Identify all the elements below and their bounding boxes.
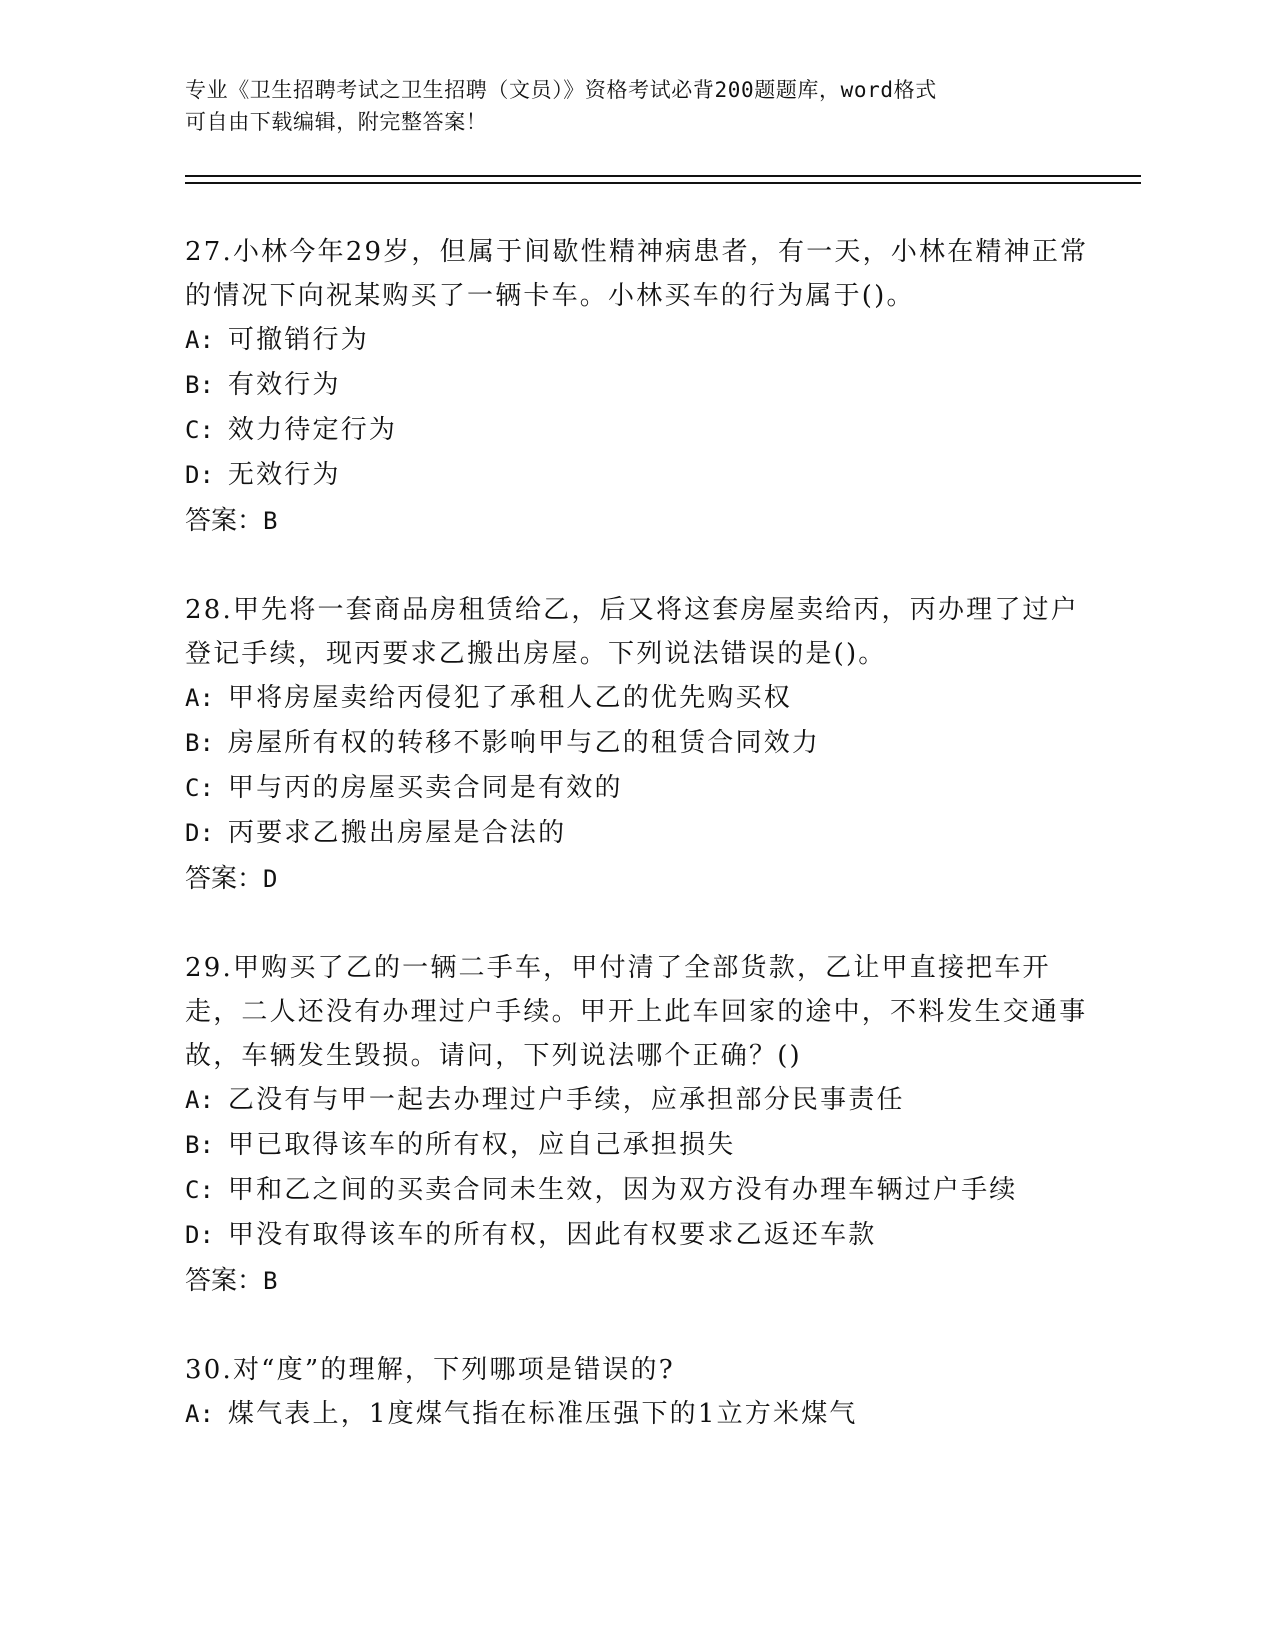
option-d xyxy=(185,811,1105,856)
option-text: 甲已取得该车的所有权，应自己承担损失 xyxy=(227,1130,736,1160)
option-d xyxy=(185,1213,1105,1258)
option-text: 丙要求乙搬出房屋是合法的 xyxy=(227,818,567,848)
option-key: A: xyxy=(185,326,214,354)
option-text: 甲与丙的房屋买卖合同是有效的 xyxy=(227,773,623,803)
header-line-2: 可自由下载编辑，附完整答案！ xyxy=(185,110,488,134)
option-text: 甲和乙之间的买卖合同未生效，因为双方没有办理车辆过户手续 xyxy=(227,1175,1018,1205)
option-key: C: xyxy=(185,416,214,444)
question-list xyxy=(185,230,1105,1481)
option-c xyxy=(185,766,1105,811)
option-text: 甲没有取得该车的所有权，因此有权要求乙返还车款 xyxy=(227,1220,877,1250)
header-line-1: 专业《卫生招聘考试之卫生招聘（文员）》资格考试必背200题题库，word格式 xyxy=(185,78,937,102)
option-key: A: xyxy=(185,1086,214,1114)
question-text: 27.小林今年29岁，但属于间歇性精神病患者，有一天，小林在精神正常的情况下向祝某购买了一辆卡车。小林买车的行为属于()。 xyxy=(185,237,1089,311)
option-key: D: xyxy=(185,461,214,489)
option-key: C: xyxy=(185,1176,214,1204)
question-29 xyxy=(185,946,1105,1304)
question-27 xyxy=(185,230,1105,544)
option-key: A: xyxy=(185,684,214,712)
option-key: D: xyxy=(185,1221,214,1249)
option-text: 无效行为 xyxy=(227,460,341,490)
answer-line xyxy=(185,498,1105,544)
header-divider-top xyxy=(185,175,1141,177)
option-key: B: xyxy=(185,1131,214,1159)
option-key: C: xyxy=(185,774,214,802)
option-b xyxy=(185,721,1105,766)
answer-label: 答案： xyxy=(185,864,264,894)
question-28 xyxy=(185,588,1105,902)
question-text: 28.甲先将一套商品房租赁给乙，后又将这套房屋卖给丙，丙办理了过户登记手续，现丙要求乙搬出房屋。下列说法错误的是()。 xyxy=(185,595,1079,669)
option-d xyxy=(185,453,1105,498)
document-header xyxy=(185,74,1085,138)
option-text: 房屋所有权的转移不影响甲与乙的租赁合同效力 xyxy=(227,728,821,758)
option-b xyxy=(185,1123,1105,1168)
option-key: B: xyxy=(185,371,214,399)
option-text: 效力待定行为 xyxy=(227,415,398,445)
question-text: 29.甲购买了乙的一辆二手车，甲付清了全部货款，乙让甲直接把车开走，二人还没有办理过户手续。甲开上此车回家的途中，不料发生交通事故，车辆发生毁损。请问，下列说法哪个正确？() xyxy=(185,953,1088,1071)
option-a xyxy=(185,1078,1105,1123)
option-key: A: xyxy=(185,1400,214,1428)
answer-value: B xyxy=(263,1267,278,1295)
option-text: 甲将房屋卖给丙侵犯了承租人乙的优先购买权 xyxy=(227,683,792,713)
answer-value: B xyxy=(263,507,278,535)
answer-label: 答案： xyxy=(185,1266,264,1296)
answer-line xyxy=(185,856,1105,902)
answer-label: 答案： xyxy=(185,506,264,536)
option-b xyxy=(185,363,1105,408)
option-text: 乙没有与甲一起去办理过户手续，应承担部分民事责任 xyxy=(227,1085,905,1115)
option-a xyxy=(185,318,1105,363)
question-text: 30.对“度”的理解，下列哪项是错误的? xyxy=(185,1355,675,1385)
header-divider-bottom xyxy=(185,182,1141,184)
answer-line xyxy=(185,1258,1105,1304)
question-30 xyxy=(185,1348,1105,1437)
option-c xyxy=(185,1168,1105,1213)
option-key: D: xyxy=(185,819,214,847)
option-c xyxy=(185,408,1105,453)
answer-value: D xyxy=(263,865,278,893)
option-text: 煤气表上，1度煤气指在标准压强下的1立方米煤气 xyxy=(227,1399,858,1429)
option-a xyxy=(185,676,1105,721)
option-a xyxy=(185,1392,1105,1437)
option-text: 有效行为 xyxy=(227,370,341,400)
option-text: 可撤销行为 xyxy=(227,325,369,355)
option-key: B: xyxy=(185,729,214,757)
